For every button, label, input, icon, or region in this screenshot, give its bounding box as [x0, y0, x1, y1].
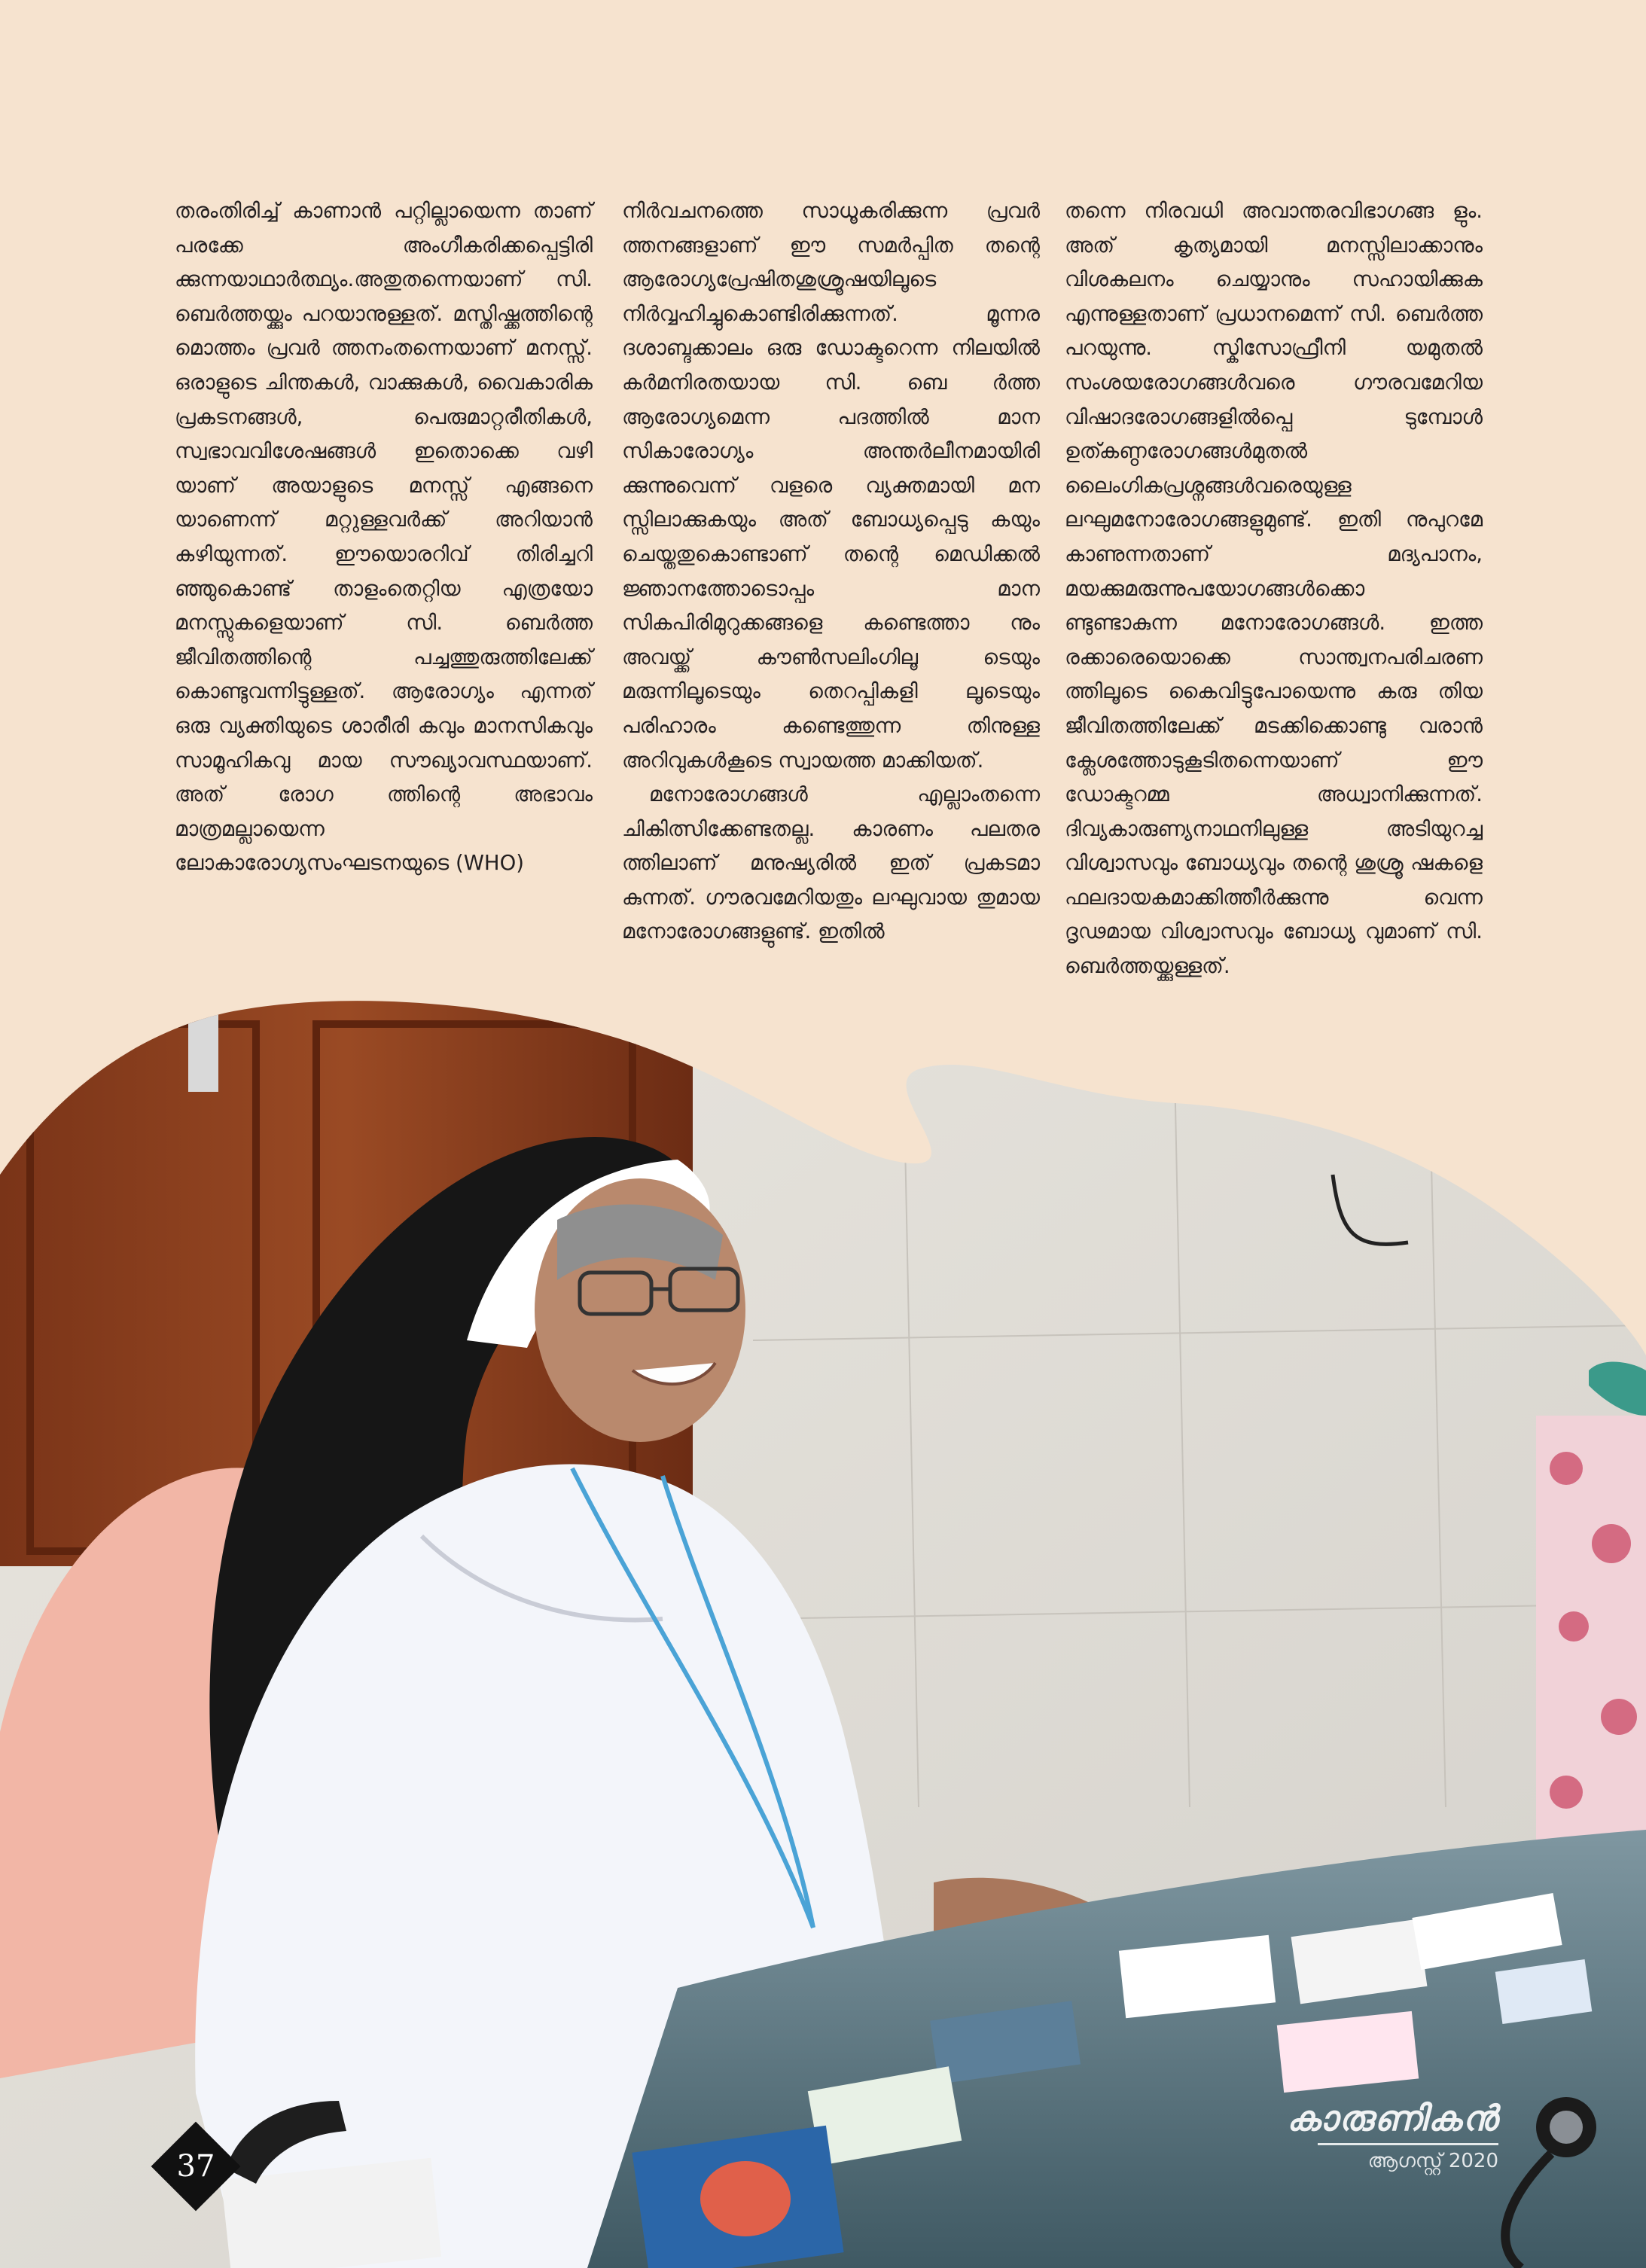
paragraph: നിർവചനത്തെ സാധൂകരിക്കുന്ന പ്രവർ ത്തനങ്ങളാണ് ഈ സമർപ്പിത തന്റെ ആരോഗ്യപ്രേഷിതശുശ്രൂഷയിലൂടെ നിർവ്വഹിച്ചുകൊണ്ടിരിക്കുന്നത്. മൂന്നര ദശാബ്ദക്കാലം ഒരു ഡോക്ടറെന്ന നിലയിൽ കർമനിരതയായ സി. ബെ ർത്ത ആരോഗ്യമെന്ന പദത്തിൽ മാന സികാരോഗ്യം അന്തർലീനമായിരി ക്കുന്നുവെന്ന് വളരെ വ്യക്തമായി മന സ്സിലാക്കുകയും അത് ബോധ്യപ്പെടു കയും ചെയ്തതുകൊണ്ടാണ് തന്റെ മെഡിക്കൽ ജ്ഞാനത്തോടൊപ്പം മാന സികപിരിമുറുക്കങ്ങളെ കണ്ടെത്താ നും അവയ്ക്ക് കൗൺസലിംഗിലൂ ടെയും മരുന്നിലൂടെയും തെറപ്പികളി ലൂടെയും പരിഹാരം കണ്ടെത്തുന്ന തിനുള്ള അറിവുകൾകൂടെ സ്വായത്ത മാക്കിയത്.: [622, 199, 1040, 773]
issue-date: ആഗസ്റ്റ് 2020: [1367, 2150, 1498, 2172]
paragraph: തരംതിരിച്ച് കാണാൻ പറ്റില്ലായെന്ന താണ് പരക്കേ അംഗീകരിക്കപ്പെട്ടിരി ക്കുന്നയാഥാർത്ഥ്യം.അതുതന്നെയാണ് സി. ബെർത്തയ്ക്കും പറയാനുള്ളത്. മസ്തിഷ്ക്കത്തിന്റെ മൊത്തം പ്രവർ ത്തനംതന്നെയാണ് മനസ്സ്. ഒരാളുടെ ചിന്തകൾ, വാക്കുകൾ, വൈകാരിക പ്രകടനങ്ങൾ, പെരുമാറ്റരീതികൾ, സ്വഭാവവിശേഷങ്ങൾ ഇതൊക്കെ വഴി യാണ് അയാളുടെ മനസ്സ് എങ്ങനെ യാണെന്ന് മറ്റുള്ളവർക്ക് അറിയാൻ കഴിയുന്നത്. ഈയൊരറിവ് തിരിച്ചറി ഞ്ഞുകൊണ്ട് താളംതെറ്റിയ എത്രയോ മനസ്സുകളെയാണ് സി. ബെർത്ത ജീവിതത്തിന്റെ പച്ചത്തുരുത്തിലേക്ക് കൊണ്ടുവന്നിട്ടുള്ളത്. ആരോഗ്യം എന്നത് ഒരു വ്യക്തിയുടെ ശാരീരി കവും മാനസികവും സാമൂഹികവു മായ സൗഖ്യാവസ്ഥയാണ്. അത് രോഗ ത്തിന്റെ അഭാവം മാത്രമല്ലായെന്ന ലോകാരോഗ്യസംഘടനയുടെ (WHO): [175, 199, 593, 876]
masthead-rule: [1318, 2143, 1498, 2145]
page-number: 37: [176, 2149, 215, 2184]
paragraph: തന്നെ നിരവധി അവാന്തരവിഭാഗങ്ങ ളും. അത് കൃത്യമായി മനസ്സിലാക്കാനും വിശകലനം ചെയ്യാനും സഹായിക്കുക എന്നുള്ളതാണ് പ്രധാനമെന്ന് സി. ബെർത്ത പറയുന്നു. സ്കിസോഫ്രീനി യമുതൽ സംശയരോഗങ്ങൾവരെ ഗൗരവമേറിയ വിഷാദരോഗങ്ങളിൽപ്പെ ടുമ്പോൾ ഉത്കണ്ഠരോഗങ്ങൾമുതൽ ലൈംഗികപ്രശ്നങ്ങൾവരെയുള്ള ലഘുമനോരോഗങ്ങളുമുണ്ട്. ഇതി നുപുറമേ കാണുന്നതാണ് മദ്യപാനം, മയക്കുമരുന്നുപയോഗങ്ങൾക്കൊ ണ്ടുണ്ടാകുന്ന മനോരോഗങ്ങൾ. ഇത്ത രക്കാരെയൊക്കെ സാന്ത്വനപരിചരണ ത്തിലൂടെ കൈവിട്ടുപോയെന്നു കരു തിയ ജീവിതത്തിലേക്ക് മടക്കിക്കൊണ്ടു വരാൻ ക്ലേശത്തോടുകൂടിതന്നെയാണ് ഈ ഡോക്ടറമ്മ അധ്വാനിക്കുന്നത്. ദിവ്യകാരുണ്യനാഥനിലുള്ള അടിയുറച്ച വിശ്വാസവും ബോധ്യവും തന്റെ ശുശ്രൂ ഷകളെ ഫലദായകമാക്കിത്തീർക്കുന്നു വെന്ന ദൃഢമായ വിശ്വാസവും ബോധ്യ വുമാണ് സി. ബെർത്തയ്ക്കുള്ളത്.: [1065, 199, 1483, 979]
magazine-title: കാരുണികൻ: [1286, 2098, 1498, 2138]
magazine-masthead: [1273, 2098, 1498, 2173]
paragraph: മനോരോഗങ്ങൾ എല്ലാംതന്നെ ചികിത്സിക്കേണ്ടതല്ല. കാരണം പലതര ത്തിലാണ് മനുഷ്യരിൽ ഇത് പ്രകടമാ കുന്നത്. ഗൗരവമേറിയതും ലഘുവായ തുമായ മനോരോഗങ്ങളുണ്ട്. ഇതിൽ: [622, 782, 1040, 944]
